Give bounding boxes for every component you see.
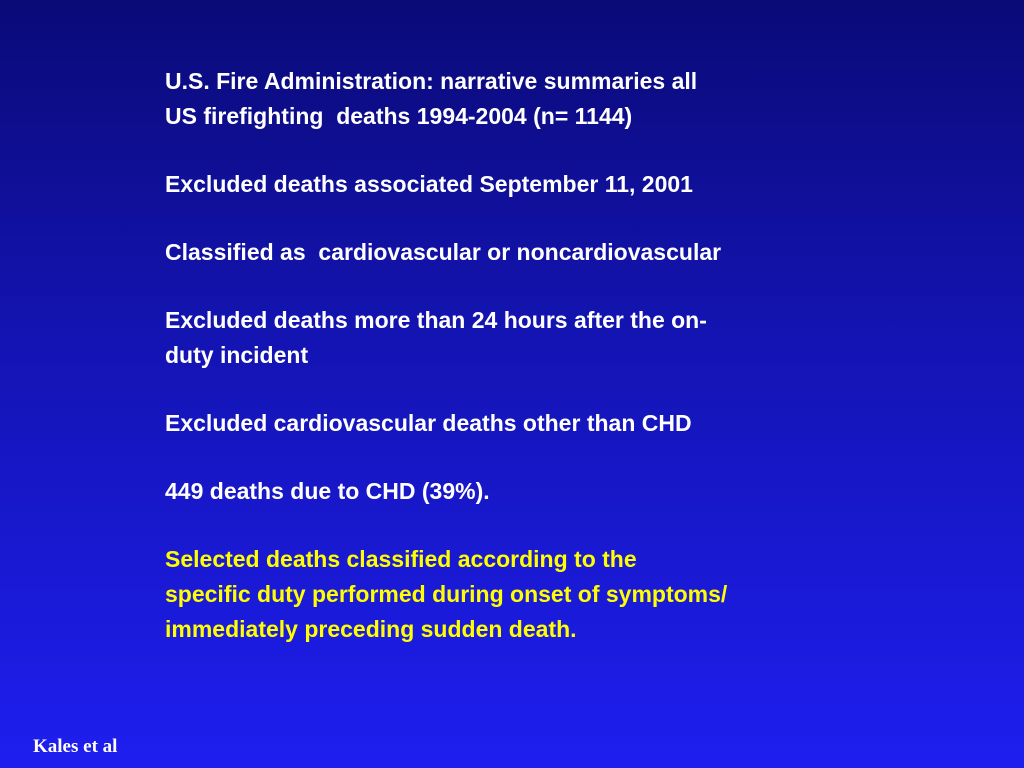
paragraph-duty-classification — [165, 542, 885, 647]
paragraph-exclusion-non-chd — [165, 406, 885, 441]
citation: Kales et al — [33, 736, 118, 757]
text-line: US firefighting deaths 1994-2004 (n= 1144) — [165, 103, 633, 129]
paragraph-classification — [165, 235, 885, 270]
paragraph-chd-count — [165, 474, 885, 509]
slide-body — [165, 64, 885, 680]
text-line: U.S. Fire Administration: narrative summaries all — [165, 68, 698, 94]
text-line: 449 deaths due to CHD (39%). — [165, 478, 490, 504]
text-line: Classified as cardiovascular or noncardiovascular — [165, 239, 722, 265]
paragraph-exclusion-sept-11 — [165, 167, 885, 202]
text-line: duty incident — [165, 342, 309, 368]
text-line: immediately preceding sudden death. — [165, 616, 577, 642]
paragraph-exclusion-24-hours — [165, 303, 885, 373]
text-line: specific duty performed during onset of symptoms/ — [165, 581, 728, 607]
paragraph-data-source — [165, 64, 885, 134]
text-line: Excluded deaths associated September 11, 2001 — [165, 171, 693, 197]
text-line: Excluded deaths more than 24 hours after the on- — [165, 307, 707, 333]
text-line: Selected deaths classified according to the — [165, 546, 637, 572]
text-line: Excluded cardiovascular deaths other than CHD — [165, 410, 692, 436]
